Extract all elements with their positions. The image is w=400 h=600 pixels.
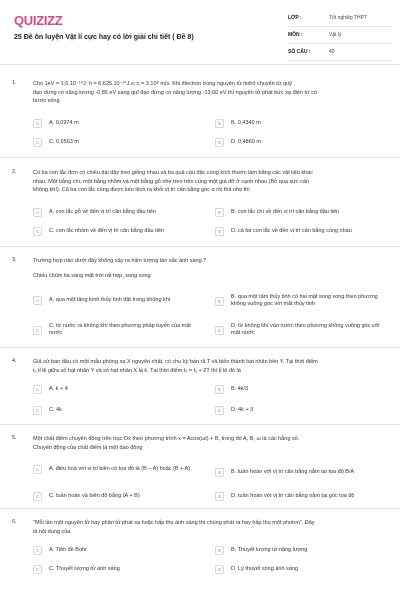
question-number: 3. <box>12 257 17 263</box>
option-c[interactable] <box>33 565 193 574</box>
option-text: C. 4k <box>49 407 62 413</box>
option-letter: A <box>33 119 42 128</box>
question-line: Một chất điểm chuyển động trên trục Ox theo phương trình x = Acos(ωt) + B, trong đó A, B, ω là các hằng số. <box>33 436 300 442</box>
question-line: Giả sử ban đầu có một mẫu phóng xạ X nguyên chất, có chu kỳ bán rã T và biến thành hạt nhân bền Y. Tại thời điểm <box>33 359 318 365</box>
quizizz-logo: QUIZIZZ <box>14 13 63 28</box>
question-line: bước sóng <box>33 98 60 104</box>
option-c[interactable] <box>33 492 193 501</box>
option-d[interactable] <box>215 138 390 147</box>
option-letter: A <box>33 546 42 555</box>
option-letter: C <box>33 492 42 501</box>
option-c[interactable] <box>33 406 183 415</box>
meta-table <box>288 10 392 61</box>
option-letter: C <box>33 406 42 415</box>
question-number: 2. <box>12 169 17 175</box>
option-letter: B <box>215 468 224 477</box>
option-letter: B <box>215 119 224 128</box>
question-line: là nội dung của <box>33 528 71 535</box>
option-letter: B <box>215 208 224 217</box>
option-text: B. 0,4340 m <box>231 120 261 126</box>
meta-row-question-count <box>288 44 392 61</box>
option-d[interactable] <box>215 323 380 337</box>
option-letter: D <box>215 492 224 501</box>
document-header <box>0 0 400 62</box>
question-number: 4. <box>12 358 17 364</box>
option-d[interactable] <box>215 492 395 501</box>
option-text: B. con lắc chì về đến vị trí cân bằng đầu tiên <box>231 209 340 215</box>
divider <box>0 246 400 247</box>
divider <box>0 157 400 158</box>
option-c[interactable] <box>33 323 193 337</box>
option-b[interactable] <box>215 546 390 555</box>
option-c[interactable] <box>33 138 183 147</box>
question-line: "Mỗi lần một nguyên tử hay phân tử phát xạ hoặc hấp thụ ánh sáng thì chúng phát ra hay hấp thụ một photon". Đây <box>33 520 315 526</box>
option-text: A. điều hoà với vị trí biên có tọa độ là (B – A) hoặc (B + A) <box>49 466 191 472</box>
option-letter: D <box>215 326 224 335</box>
option-a[interactable] <box>33 296 208 305</box>
option-text: D. tuần hoàn với vị trí cân bằng nằm tại gốc tọa độ <box>231 493 355 499</box>
option-b[interactable] <box>215 294 385 308</box>
option-text: A. qua một lăng kính thủy tinh đặt trong không khí <box>49 297 171 303</box>
meta-row-grade <box>288 10 392 27</box>
option-letter: B <box>215 385 224 394</box>
option-letter: B <box>215 546 224 555</box>
option-letter: D <box>215 227 224 236</box>
option-letter: B <box>215 297 224 306</box>
option-text: A. 0,0974 m <box>49 120 79 126</box>
option-b[interactable] <box>215 468 395 477</box>
option-text: B. 4k/3 <box>231 386 249 392</box>
option-b[interactable] <box>215 119 390 128</box>
option-b[interactable] <box>215 385 365 394</box>
option-letter: A <box>33 465 42 474</box>
meta-value: Tốt nghiệp THPT <box>329 15 367 21</box>
question-line: Chuyển động của chất điểm là một dao động <box>33 444 143 451</box>
divider <box>0 424 400 425</box>
option-letter: D <box>215 138 224 147</box>
option-letter: A <box>33 385 42 394</box>
option-a[interactable] <box>33 208 208 217</box>
option-text: D. 0,4860 m <box>231 139 261 145</box>
option-letter: D <box>215 406 224 415</box>
question-number: 1. <box>12 80 17 86</box>
meta-label: MÔN : <box>288 32 303 38</box>
option-a[interactable] <box>33 546 193 555</box>
divider <box>0 508 400 509</box>
question-number: 5. <box>12 435 17 441</box>
meta-label: SỐ CÂU : <box>288 49 311 55</box>
option-text: D. từ không khí vào nước theo phương không vuông góc với mặt nước <box>231 323 380 336</box>
option-text: A. k + 4 <box>49 386 68 392</box>
option-letter: A <box>33 296 42 305</box>
question-subtext: Chiếu chùm tia sáng mặt trời rất hẹp, song song <box>33 273 151 279</box>
document-title: 25 Đề ôn luyện Vật lí cực hay có lời giải chi tiết ( Đề 8) <box>14 34 194 41</box>
option-text: B. tuần hoàn với vị trí cân bằng nằm tại tọa độ B/A <box>231 469 355 475</box>
option-letter: C <box>33 565 42 574</box>
option-text: D. cả ba con lắc về đến vị trí cân bằng cùng nhau <box>231 228 352 234</box>
option-letter: C <box>33 227 42 236</box>
question-line: t₁ tỉ lệ giữa số hạt nhân Y và số hạt nhân X là k. Tại thời điểm t₂ = t₁ + 2T thì tỉ lệ đó là <box>33 367 241 374</box>
option-text: C. từ nước ra không khí theo phương pháp tuyến của mặt nước <box>49 323 191 336</box>
option-d[interactable] <box>215 565 390 574</box>
question-line: Trường hợp nào dưới đây không xảy ra hiện tượng tán sắc ánh sáng ? <box>33 258 207 264</box>
meta-value: Vật lý <box>329 32 342 38</box>
option-text: B. qua một tấm thủy tinh có hai mặt song song theo phương không vuông góc với mặt thủy tinh <box>231 294 378 307</box>
option-letter: A <box>33 208 42 217</box>
option-a[interactable] <box>33 465 193 474</box>
option-letter: C <box>33 326 42 335</box>
option-text: A. con lắc gỗ về đến vị trí cân bằng đầu tiên <box>49 209 157 215</box>
question-number: 6. <box>12 519 17 525</box>
option-text: C. Thuyết lượng tử ánh sáng <box>49 566 120 572</box>
option-text: D. Lý thuyết sóng ánh sáng <box>231 566 298 572</box>
question-line: Cho 1eV = 1,6.10⁻¹⁹J; h = 6,625.10⁻³⁴J.s; c = 3.10⁸ m/s. Khi êlectron trong nguyên tử hiđrô chuyển từ quỹ <box>33 81 292 87</box>
option-text: D. 4k + 3 <box>231 407 254 413</box>
option-text: C. tuần hoàn và biên độ bằng (A + B) <box>49 493 140 499</box>
question-line: nhau: Một bằng chì, một bằng nhôm và một bằng gỗ nhẹ treo trên cùng một giá đỡ ở cạnh nhau (Bỏ qua sức cản <box>33 178 309 185</box>
option-d[interactable] <box>215 406 365 415</box>
option-a[interactable] <box>33 119 183 128</box>
option-b[interactable] <box>215 208 395 217</box>
option-d[interactable] <box>215 227 397 236</box>
option-text: A. Tiên đề Bohr <box>49 547 87 553</box>
divider <box>0 64 400 65</box>
meta-label: LỚP : <box>288 15 302 21</box>
option-text: C. 0,6563 m <box>49 139 79 145</box>
question-line: Có ba con lắc đơn có chiều dài dây treo giống nhau và ba quả cầu đặc cùng kích thước làm bằng các vật liệu khác <box>33 170 313 176</box>
option-letter: C <box>33 138 42 147</box>
meta-value: 40 <box>329 49 335 55</box>
divider <box>0 347 400 348</box>
meta-row-subject <box>288 27 392 44</box>
option-c[interactable] <box>33 227 208 236</box>
option-letter: D <box>215 565 224 574</box>
question-line: không khí). Cả ba con lắc cùng được kéo lệch ra khỏi vị trí cân bằng góc α rồi thả nhẹ thì <box>33 187 250 193</box>
question-line: đạo dừng có năng lượng -0,85 eV sang quĩ đạo dừng có năng lượng -13,60 eV thì nguyên tử phát bức xạ điện từ có <box>33 89 318 96</box>
option-a[interactable] <box>33 385 183 394</box>
option-text: B. Thuyết lượng tử năng lượng <box>231 547 308 553</box>
option-text: C. con lắc nhôm về đến vị trí cân bằng đầu tiên <box>49 228 164 234</box>
